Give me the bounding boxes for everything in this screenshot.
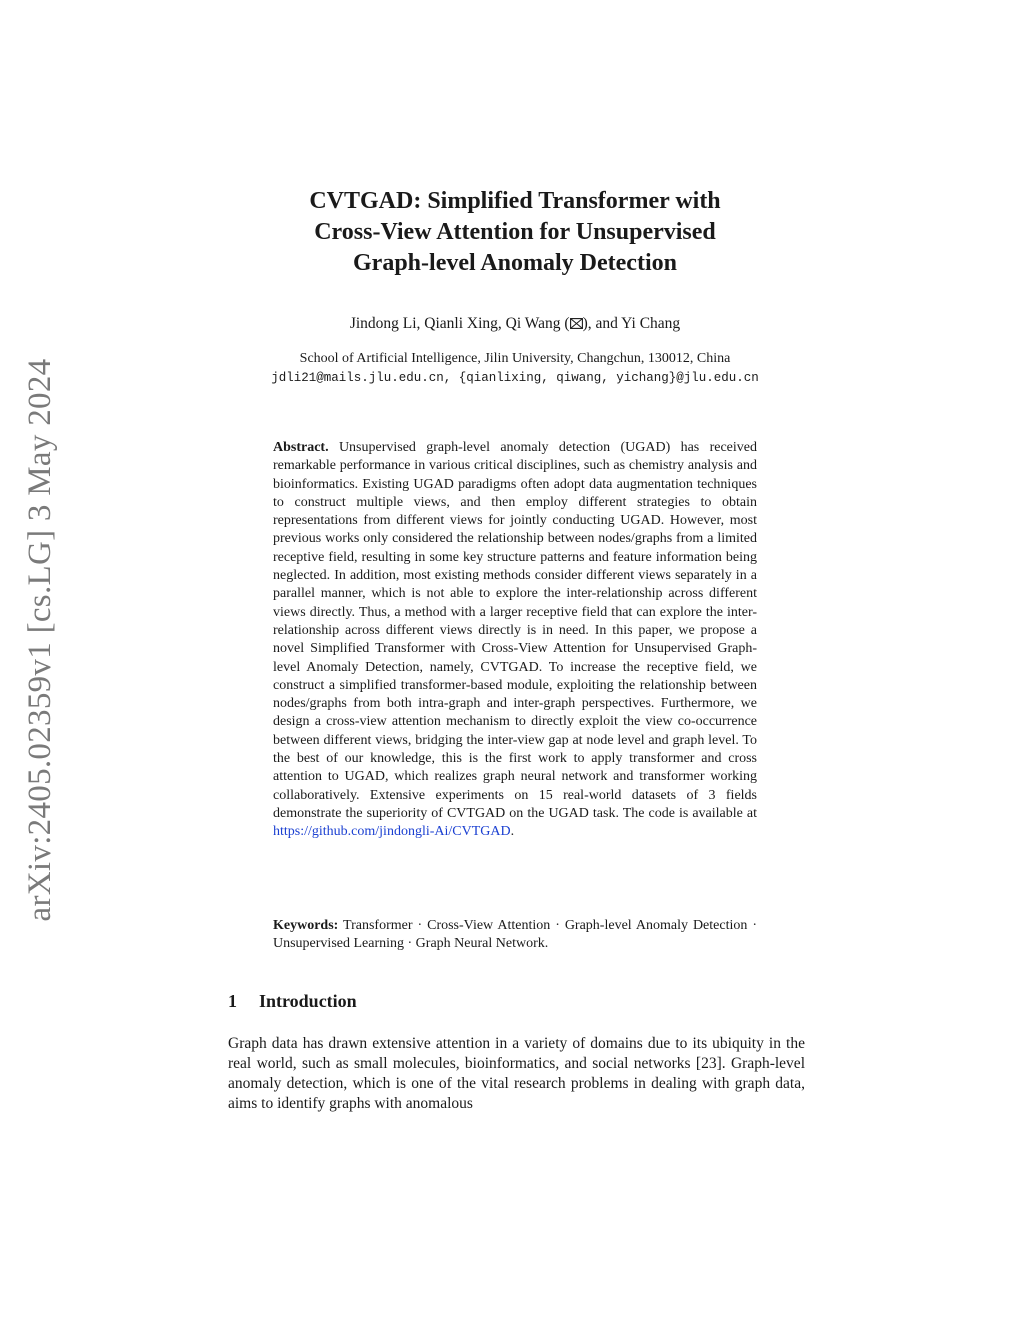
title-line-3: Graph-level Anomaly Detection [353,250,677,276]
introduction-paragraph: Graph data has drawn extensive attention in a variety of domains due to its ubiquity in the real world, such as small molecules, bioinformatics, and social networks [23]. Graph-level anomaly detection, which is one of the vital research problems in dealing with graph data, aims to identify graphs with anomalous [228,1035,805,1112]
section-number: 1 [228,991,237,1011]
abstract [273,439,757,842]
keywords-body: Transformer · Cross-View Attention · Graph-level Anomaly Detection · Unsupervised Learning · Graph Neural Network. [273,918,757,952]
section-heading-introduction [228,990,808,1012]
authors-after-icon: ), and Yi Chang [582,315,681,332]
affiliation: School of Artificial Intelligence, Jilin University, Changchun, 130012, China [299,351,731,366]
title-line-1: CVTGAD: Simplified Transformer with [309,188,721,214]
author-list [200,314,830,334]
code-repository-link[interactable]: https://github.com/jindongli-Ai/CVTGAD [273,824,511,840]
author-emails[interactable]: jdli21@mails.jlu.edu.cn, {qianlixing, qiwang, yichang}@jlu.edu.cn [271,371,759,385]
section-title: Introduction [259,991,357,1011]
keywords [273,917,757,954]
abstract-label: Abstract. [273,440,329,455]
arxiv-identifier-stamp: arXiv:2405.02359v1 [cs.LG] 3 May 2024 [22,358,58,922]
authors-before-icon: Jindong Li, Qianli Xing, Qi Wang ( [349,315,570,332]
title-line-2: Cross-View Attention for Unsupervised [314,219,716,245]
paper-title [200,186,830,279]
keywords-label: Keywords: [273,918,339,933]
envelope-icon [570,318,583,329]
abstract-end: . [510,824,515,840]
abstract-body: Unsupervised graph-level anomaly detection (UGAD) has received remarkable performance in various critical disciplines, such as chemistry analysis and bioinformatics. Existing UGAD paradigms often adopt data augmentation techniques to construct multiple views, and then employ different strategies to obtain representations from different views for jointly conducting UGAD. However, most previous works only considered the relationship between nodes/graphs from a limited receptive field, resulting in some key structure patterns and feature information being neglected. In addition, most existing methods consider different views separately in a parallel manner, which is not able to explore the inter-relationship across different views directly. Thus, a method with a larger receptive field that can explore the inter-relationship across different views directly is in need. In this paper, we propose a novel Simplified Transformer with Cross-View Attention for Unsupervised Graph-level Anomaly Detection, namely, CVTGAD. To increase the receptive field, we construct a simplified transformer-based module, exploiting the relationship between nodes/graphs from both intra-graph and inter-graph perspectives. Furthermore, we design a cross-view attention mechanism to directly exploit the view co-occurrence between different views, bridging the inter-view gap at node level and graph level. To the best of our knowledge, this is the first work to apply transformer and cross attention to UGAD, which realizes graph neural network and transformer working collaboratively. Extensive experiments on 15 real-world datasets of 3 fields demonstrate the superiority of CVTGAD on the UGAD task. The code is available at [273,440,757,821]
